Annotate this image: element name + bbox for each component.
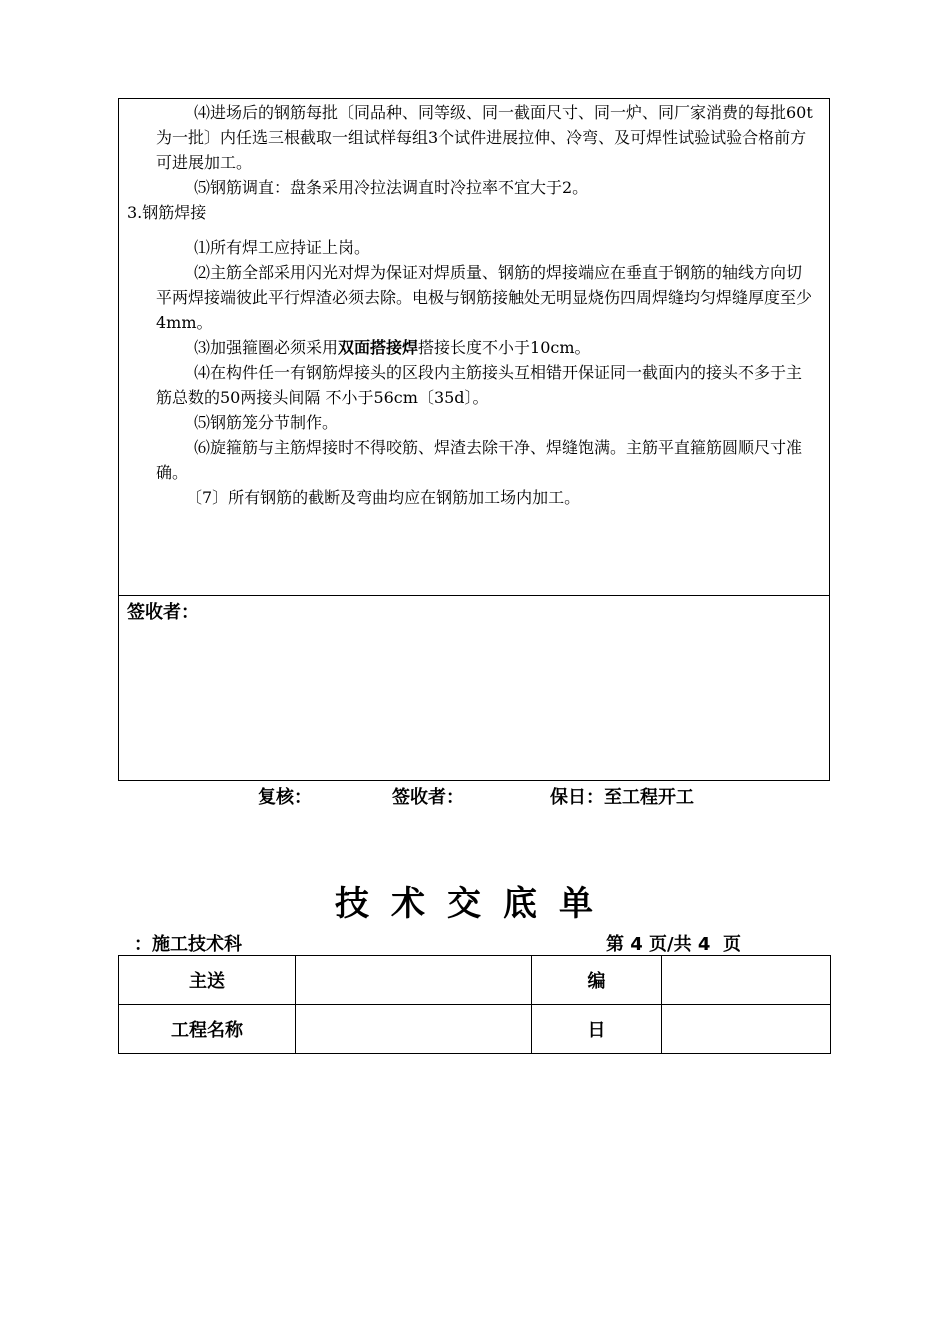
weld-item-3-bold: 双面搭接焊 (338, 338, 419, 357)
section-heading: 3.钢筋焊接 (127, 203, 207, 222)
recipient-label: 主送 (119, 956, 296, 1005)
weld-item-3-after: 搭接长度不小于10cm。 (418, 338, 591, 357)
number-label: 编 (532, 956, 662, 1005)
keep-label: 保日：至工程开工 (550, 787, 694, 808)
recipient-value[interactable] (296, 956, 532, 1005)
weld-item-5: ⑸钢筋笼分节制作。 (194, 413, 339, 432)
weld-item-7: 〔7〕所有钢筋的截断及弯曲均应在钢筋加工场内加工。 (186, 488, 581, 507)
table-row (119, 1005, 831, 1054)
doc-title: 技术交底单 (335, 884, 615, 924)
weld-item-4: ⑷在构件任一有钢筋焊接头的区段内主筋接头互相错开保证同一截面内的接头不多于主筋总数的50两接头间隔 不小于56cm〔35d〕。 (156, 363, 803, 407)
review-label: 复核： (258, 787, 312, 808)
project-value[interactable] (296, 1005, 532, 1054)
weld-item-3 (156, 335, 816, 360)
weld-item-1: ⑴所有焊工应持证上岗。 (194, 238, 371, 257)
sign-label: 签收者： (127, 602, 199, 623)
number-value[interactable] (662, 956, 831, 1005)
date-label: 日 (532, 1005, 662, 1054)
weld-item-6: ⑹旋箍筋与主筋焊接时不得咬筋、焊渣去除干净、焊缝饱满。主筋平直箍筋圆顺尺寸准确。 (156, 438, 803, 482)
date-value[interactable] (662, 1005, 831, 1054)
item-4-paragraph: ⑷进场后的钢筋每批〔同品种、同等级、同一截面尺寸、同一炉、同厂家消费的每批60t为一批〕内任选三根截取一组试样每组3个试件进展拉伸、冷弯、及可焊性试验试验合格前方可进展加工。 (156, 103, 813, 172)
weld-item-3-before: ⑶加强箍圈必须采用 (194, 338, 339, 357)
item-5-paragraph: ⑸钢筋调直：盘条采用冷拉法调直时冷拉率不宜大于2。 (194, 178, 589, 197)
info-table (118, 955, 831, 1054)
weld-item-2: ⑵主筋全部采用闪光对焊为保证对焊质量、钢筋的焊接端应在垂直于钢筋的轴线方向切平两焊接端彼此平行焊渣必须去除。电极与钢筋接触处无明显烧伤四周焊缝均匀焊缝厚度至少4mm。 (156, 263, 813, 332)
project-label: 工程名称 (119, 1005, 296, 1054)
content-box (118, 98, 830, 596)
table-row (119, 956, 831, 1005)
sign-box (118, 596, 830, 781)
department: ：施工技术科 (134, 934, 242, 955)
receiver-label: 签收者： (392, 787, 464, 808)
page-counter: 第 4 页/共 4 页 (606, 934, 741, 955)
